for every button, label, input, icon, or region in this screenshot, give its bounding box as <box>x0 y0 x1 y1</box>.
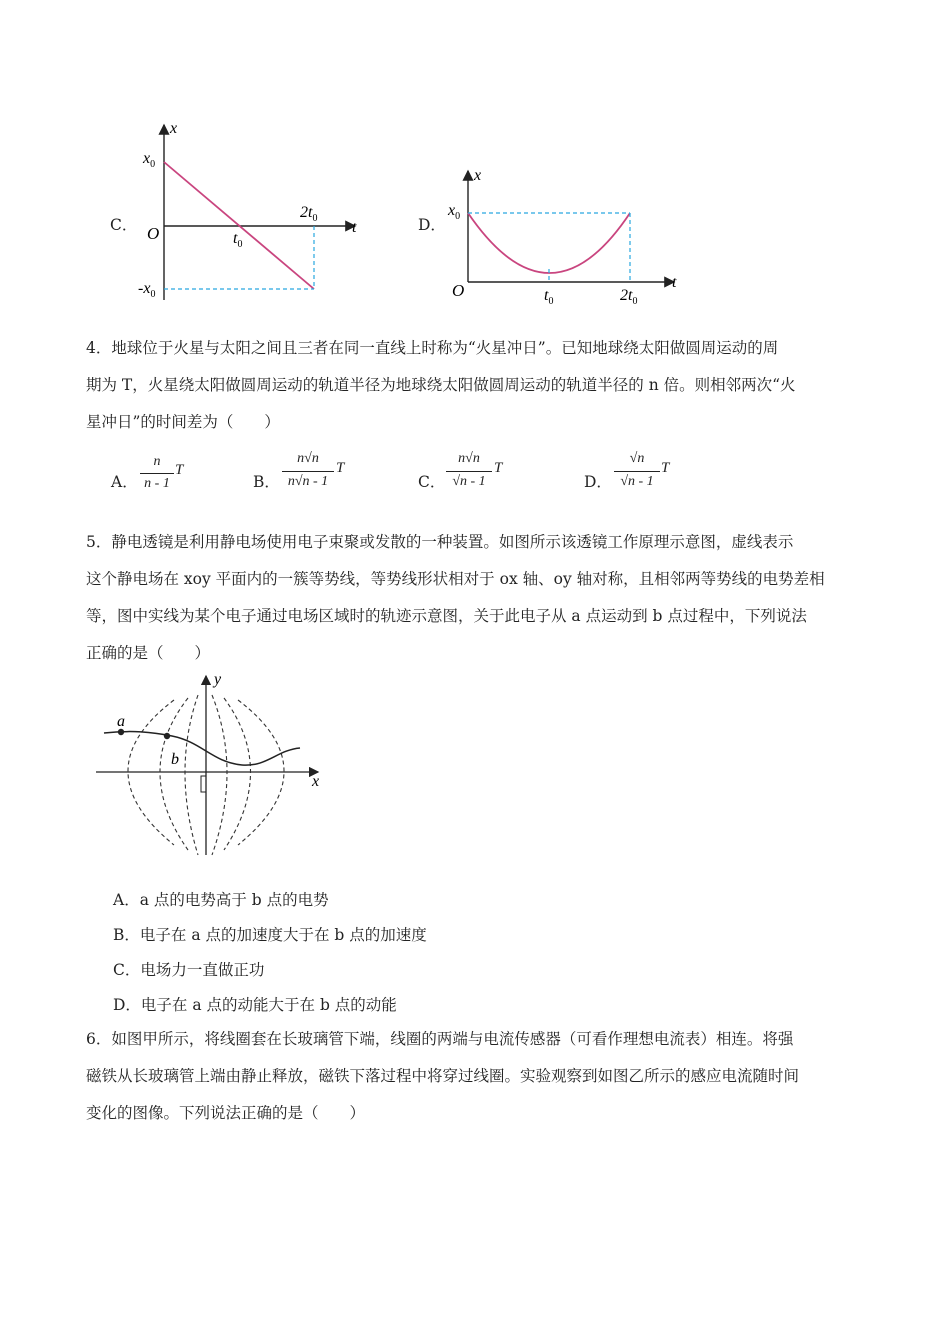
x-axis-label: x <box>474 167 482 184</box>
question-5-line: 正确的是（ ） <box>86 644 211 662</box>
graph-c <box>130 115 370 315</box>
question-5-line: 等，图中实线为某个电子通过电场区域时的轨迹示意图，关于此电子从 a 点运动到 b 点过程中，下列说法 <box>86 607 807 625</box>
question-5-line: 这个静电场在 xoy 平面内的一簇等势线，等势线形状相对于 ox 轴、oy 轴对称，且相邻两等势线的电势差相 <box>86 570 825 588</box>
fraction-bar <box>282 471 334 472</box>
option-b-label: B． <box>253 473 280 491</box>
option-b-period: T <box>336 460 345 476</box>
option-c-numerator: n√n <box>458 451 480 466</box>
y-axis-label: y <box>214 671 222 688</box>
option-a-label: A． <box>111 473 138 491</box>
option-d-period: T <box>661 460 670 476</box>
option-d-numerator: √n <box>629 451 645 466</box>
electron-trajectory <box>104 732 300 766</box>
question-6-stem <box>86 1021 866 1132</box>
x0-label: $x_0$ <box>143 150 156 170</box>
electrostatic-lens-figure <box>92 670 332 860</box>
question-4-line: 星冲日”的时间差为（ ） <box>86 413 280 431</box>
option-c-denominator: √n - 1 <box>452 474 486 489</box>
point-b-dot <box>164 733 170 739</box>
t0-label: $t_0$ <box>544 287 554 307</box>
option-d-label: D． <box>418 216 446 234</box>
origin-marker <box>201 776 206 792</box>
question-4-line: 期为 T，火星绕太阳做圆周运动的轨道半径为地球绕太阳做圆周运动的轨道半径的 n 倍。则相邻两次“火 <box>86 376 796 394</box>
question-5-option-a: A．a 点的电势高于 b 点的电势 <box>113 891 329 909</box>
t0-label: $t_0$ <box>233 230 243 250</box>
option-b-numerator: n√n <box>297 451 319 466</box>
option-b-denominator: n√n - 1 <box>287 474 329 489</box>
option-c-label: C． <box>418 473 446 491</box>
fraction-bar <box>140 473 174 474</box>
fraction-bar <box>446 471 492 472</box>
neg-x0-label: $-x_0$ <box>138 280 156 300</box>
origin-label: O <box>147 224 160 243</box>
graph-d <box>440 163 690 313</box>
question-5-stem <box>86 524 866 672</box>
option-d-label: D． <box>584 473 612 491</box>
point-b-label: b <box>171 751 179 768</box>
option-a-numerator: n <box>153 454 161 469</box>
point-a-label: a <box>117 713 125 730</box>
x0-label: $x_0$ <box>448 202 461 222</box>
t-axis-label: t <box>352 219 357 236</box>
option-a-denominator: n - 1 <box>144 476 170 491</box>
x-axis-label: x <box>170 120 178 137</box>
option-d-denominator: √n - 1 <box>620 474 654 489</box>
question-6-line: 6．如图甲所示，将线圈套在长玻璃管下端，线圈的两端与电流传感器（可看作理想电流表）相连。将强 <box>86 1030 794 1048</box>
x-axis-label: x <box>312 773 320 790</box>
question-5-line: 5．静电透镜是利用静电场使用电子束聚或发散的一种装置。如图所示该透镜工作原理示意图，虚线表示 <box>86 533 794 551</box>
question-5-option-c: C．电场力一直做正功 <box>113 961 265 979</box>
position-curve <box>468 213 630 273</box>
question-5-option-d: D．电子在 a 点的动能大于在 b 点的动能 <box>113 996 397 1014</box>
option-c-period: T <box>494 460 503 476</box>
question-4-stem <box>86 330 866 441</box>
option-a-period: T <box>175 462 184 478</box>
option-c-label: C． <box>110 216 138 234</box>
question-6-line: 磁铁从长玻璃管上端由静止释放，磁铁下落过程中将穿过线圈。实验观察到如图乙所示的感应电流随时间 <box>86 1067 800 1085</box>
question-6-line: 变化的图像。下列说法正确的是（ ） <box>86 1104 366 1122</box>
t-axis-label: t <box>672 274 677 291</box>
question-4-line: 4．地球位于火星与太阳之间且三者在同一直线上时称为“火星冲日”。已知地球绕太阳做圆周运动的周 <box>86 339 779 357</box>
fraction-bar <box>614 471 660 472</box>
two-t0-label: $2t_0$ <box>620 287 638 307</box>
origin-label: O <box>452 281 465 300</box>
two-t0-label: $2t_0$ <box>300 204 318 224</box>
question-5-option-b: B．电子在 a 点的加速度大于在 b 点的加速度 <box>113 926 427 944</box>
